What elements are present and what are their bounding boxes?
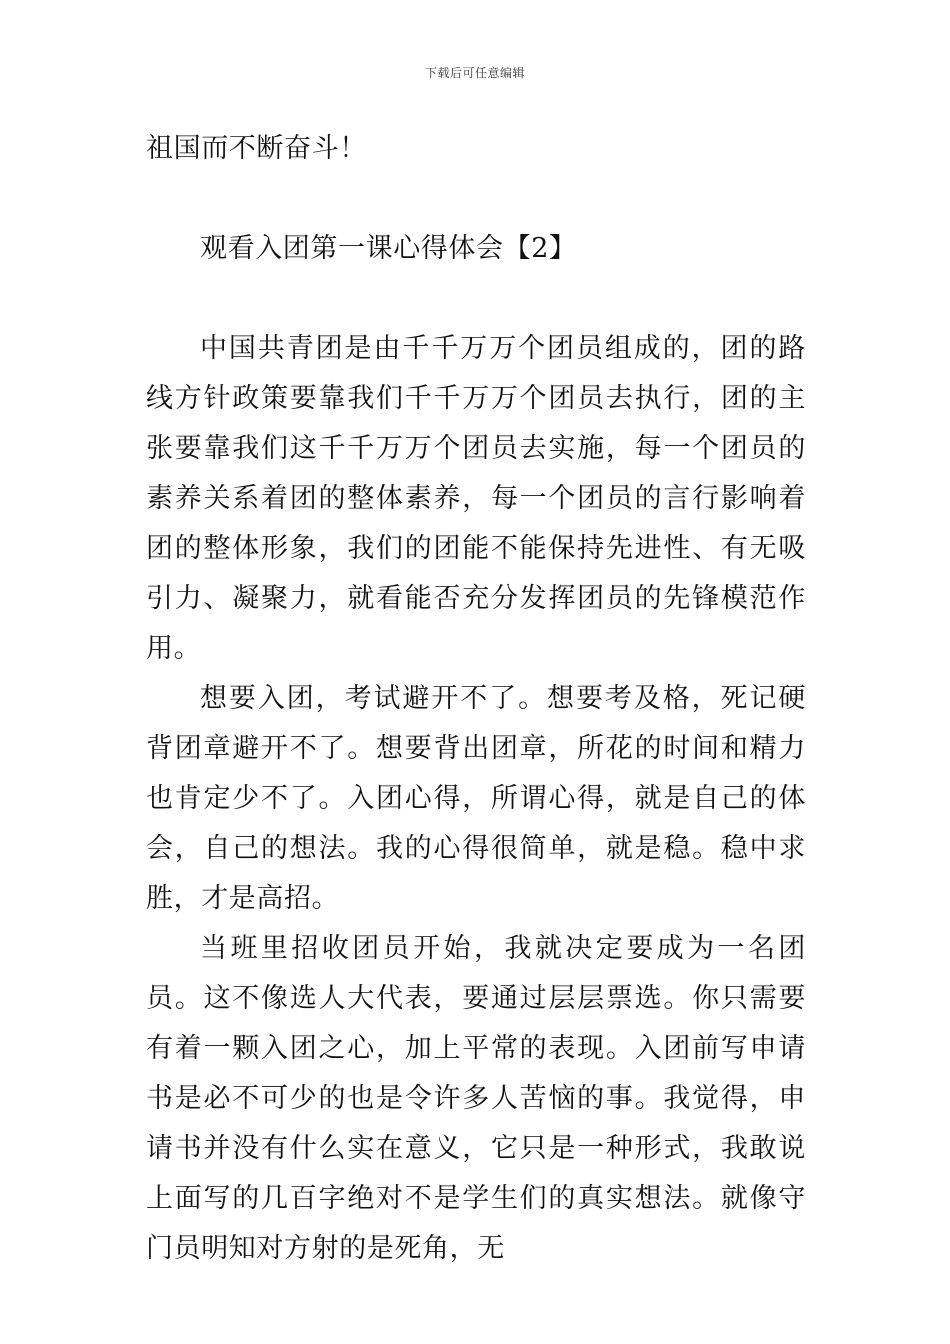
- page-header-note: 下载后可任意编辑: [424, 66, 525, 80]
- paragraph: 当班里招收团员开始，我就决定要成为一名团员。这不像选人大代表，要通过层层票选。你只需要有着一颗入团之心，加上平常的表现。入团前写申请书是必不可少的也是令许多人苦恼的事。我觉得，申请书并没有什么实在意义，它只是一种形式，我敢说上面写的几百字绝对不是学生们的真实想法。就像守门员明知对方射的是死角，无: [146, 933, 806, 1264]
- intro-line: 祖国而不断奋斗！: [146, 133, 367, 164]
- paragraph: 想要入团，考试避开不了。想要考及格，死记硬背团章避开不了。想要背出团章，所花的时间和精力也肯定少不了。入团心得，所谓心得，就是自己的体会，自己的想法。我的心得很简单，就是稳。稳中求胜，才是高招。: [146, 683, 806, 914]
- section-heading: 观看入团第一课心得体会【2】: [200, 233, 577, 264]
- paragraph: 中国共青团是由千千万万个团员组成的，团的路线方针政策要靠我们千千万万个团员去执行，团的主张要靠我们这千千万万个团员去实施，每一个团员的素养关系着团的整体素养，每一个团员的言行影响着团的整体形象，我们的团能不能保持先进性、有无吸引力、凝聚力，就看能否充分发挥团员的先锋模范作用。: [146, 333, 806, 664]
